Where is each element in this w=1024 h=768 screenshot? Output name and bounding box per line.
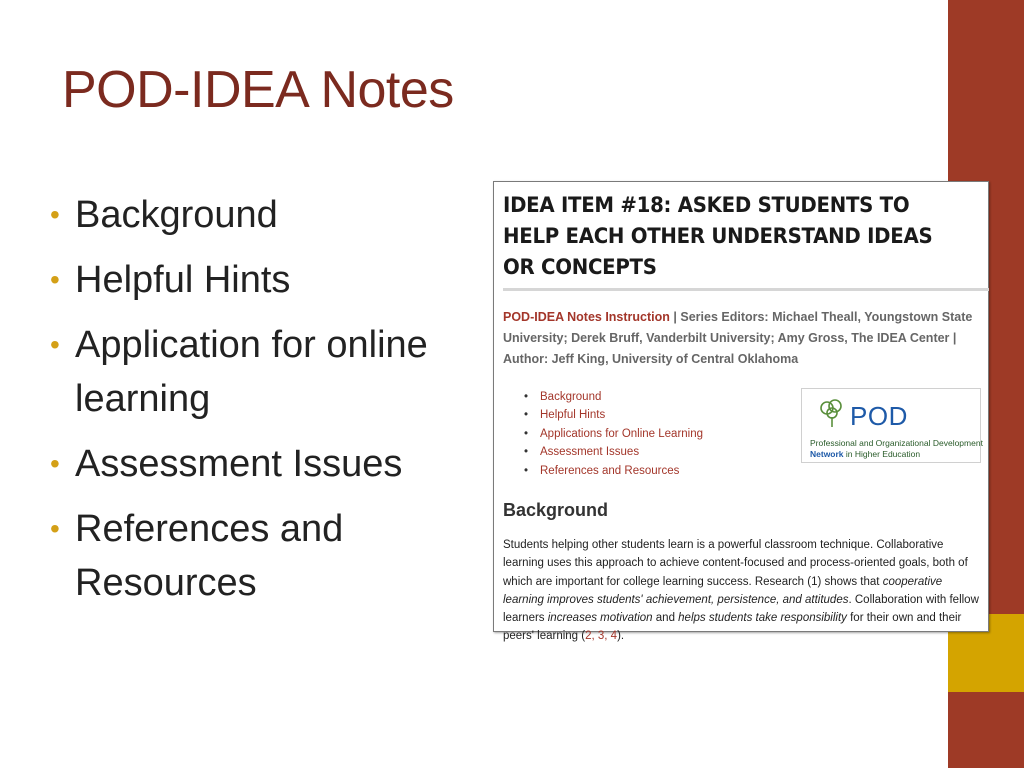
toc-link[interactable]: Helpful Hints xyxy=(540,409,606,422)
slide-title: POD-IDEA Notes xyxy=(62,61,454,119)
bullet-dot-icon: • xyxy=(50,329,60,360)
bullet-dot-icon: • xyxy=(50,513,60,544)
pod-logo-line2: Network in Higher Education xyxy=(810,449,921,459)
toc-item[interactable] xyxy=(524,425,703,443)
tree-icon xyxy=(818,399,848,429)
credits xyxy=(503,307,983,370)
toc-bullet-icon: • xyxy=(524,427,529,440)
toc-bullet-icon: • xyxy=(524,391,529,403)
bullet-text: References and Resources xyxy=(75,508,344,604)
toc-link[interactable]: Assessment Issues xyxy=(540,446,640,459)
pod-logo xyxy=(801,388,981,463)
heading-divider xyxy=(503,288,989,291)
toc-link[interactable]: Applications for Online Learning xyxy=(540,427,704,440)
item-heading: IDEA ITEM #18: ASKED STUDENTS TO HELP EACH OTHER UNDERSTAND IDEAS OR CONCEPTS xyxy=(503,193,933,279)
reference-link[interactable]: 2, 3, 4 xyxy=(585,630,618,643)
bullet-item xyxy=(48,188,478,242)
instruction-link[interactable]: POD-IDEA Notes Instruction xyxy=(503,310,670,324)
bullet-dot-icon: • xyxy=(50,264,60,295)
embedded-webpage-screenshot xyxy=(493,181,989,643)
background-paragraph: Students helping other students learn is a powerful classroom technique. Collaborative learning uses this approach to achieve content-focused and process-oriented goals, both of which are important for college learning success. Research (1) shows that cooperative learning improves students' achievement, persistence, and attitudes. Collaboration with fellow learners increases motivation and helps students take responsibility for their own and their peers' learning (2, 3, 4). xyxy=(503,539,979,643)
toc-item[interactable] xyxy=(524,406,703,424)
bullet-dot-icon: • xyxy=(50,448,60,479)
toc-link[interactable]: References and Resources xyxy=(540,464,680,477)
bullet-text: Assessment Issues xyxy=(75,443,403,485)
toc-item[interactable] xyxy=(524,443,703,461)
toc-item[interactable] xyxy=(524,388,703,406)
bullet-dot-icon: • xyxy=(50,199,60,230)
background-heading: Background xyxy=(503,500,609,520)
toc-link[interactable]: Background xyxy=(540,391,602,403)
bullet-list xyxy=(48,188,478,621)
table-of-contents xyxy=(524,388,703,480)
toc-item[interactable] xyxy=(524,462,703,480)
bullet-text: Helpful Hints xyxy=(75,259,291,301)
bullet-text: Application for online learning xyxy=(75,324,428,420)
bullet-item xyxy=(48,437,478,491)
side-bar-bottom xyxy=(948,692,1024,768)
pod-logo-word: POD xyxy=(850,401,908,431)
credits-text: | Series Editors: Michael Theall, Youngstown State University; Derek Bruff, Vanderbilt University; Amy Gross, The IDEA Center | Author: Jeff King, University of Central Oklahoma xyxy=(503,310,973,366)
toc-bullet-icon: • xyxy=(524,446,529,459)
bullet-text: Background xyxy=(75,194,278,236)
bullet-item xyxy=(48,318,478,426)
bullet-item xyxy=(48,253,478,307)
toc-bullet-icon: • xyxy=(524,464,529,477)
pod-logo-line1: Professional and Organizational Development xyxy=(810,438,983,448)
bullet-item xyxy=(48,502,478,610)
toc-bullet-icon: • xyxy=(524,409,529,422)
